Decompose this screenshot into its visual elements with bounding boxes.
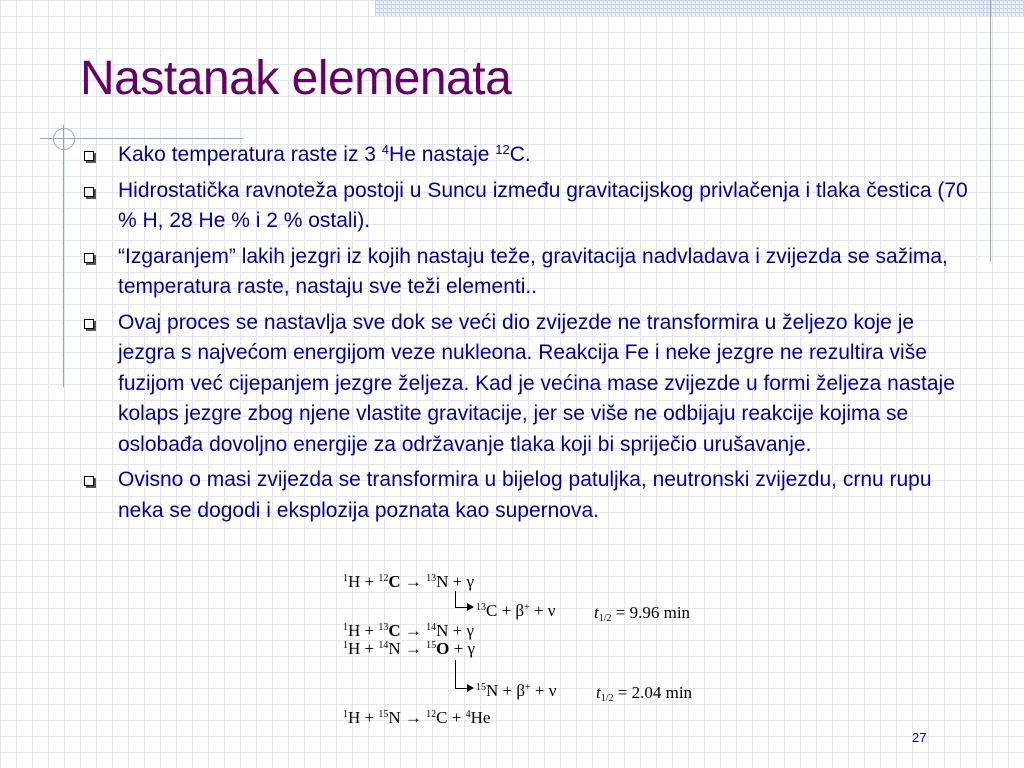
- reaction-4: $^1$H + $^{14}$N → $^{15}$O + γ: [343, 639, 475, 658]
- reaction-5: $^{15}$N + β+ + ν: [476, 681, 557, 700]
- page-number: 27: [912, 730, 927, 745]
- square-bullet-icon: [84, 476, 94, 486]
- reaction-2: $^{13}$C + β+ + ν: [476, 601, 556, 620]
- square-bullet-icon: [84, 319, 94, 329]
- square-bullet-icon: [84, 151, 94, 161]
- bullet-item-5: Ovisno o masi zvijezda se transformira u bijelog patuljka, neutronski zvijezdu, crnu rupu neka se dogodi i eksplozija poznata kao supernova.: [80, 465, 970, 526]
- reaction-3: $^1$H + $^{13}$C → $^{14}$N + γ: [343, 621, 475, 640]
- decor-circle: [53, 128, 75, 150]
- slide-title: Nastanak elemenata: [80, 52, 512, 105]
- arrow-head-icon: [467, 603, 474, 611]
- header-pattern-band: [375, 0, 1024, 16]
- arrow-head-icon: [467, 684, 474, 692]
- decor-vertical-line-right: [990, 0, 991, 262]
- square-bullet-icon: [84, 187, 94, 197]
- decor-vertical-line-left: [63, 125, 64, 387]
- half-life-2: $t_{1/2} = 2.04$ min: [596, 683, 693, 704]
- bullet-list: [80, 140, 970, 531]
- bullet-item-4: Ovaj proces se nastavlja sve dok se veći dio zvijezde ne transformira u željezo koje je jezgra s najvećom energijom veze nukleona. Reakcija Fe i neke jezgre ne rezultira više fuzijom već cijepanjem jezgre željeza. Kad je većina mase zvijezde u formi željeza nastaje kolaps jezgre zbog njene vlastite gravitacije, jer se više ne odbijaju reakcije kojima se oslobađa dovoljno energije za održavanje tlaka koji bi spriječio urušavanje.: [80, 308, 970, 461]
- reaction-6: $^1$H + $^{15}$N → $^{12}$C + $^4$He: [343, 708, 491, 727]
- square-bullet-icon: [84, 253, 94, 263]
- bullet-item-2: Hidrostatička ravnoteža postoji u Suncu između gravitacijskog privlačenja i tlaka čestica (70 % H, 28 He % i 2 % ostali).: [80, 176, 970, 237]
- bullet-item-1: Kako temperatura raste iz 3 $^4$He nastaje $^{12}$C.: [80, 140, 970, 171]
- reaction-1: $^1$H + $^{12}$C → $^{13}$N + γ: [343, 572, 475, 591]
- bullet-item-3: “Izgaranjem” lakih jezgri iz kojih nastaju teže, gravitacija nadvladava i zvijezda se sažima, temperatura raste, nastaju sve teži elementi..: [80, 242, 970, 303]
- half-life-1: $t_{1/2} = 9.96$ min: [594, 603, 691, 624]
